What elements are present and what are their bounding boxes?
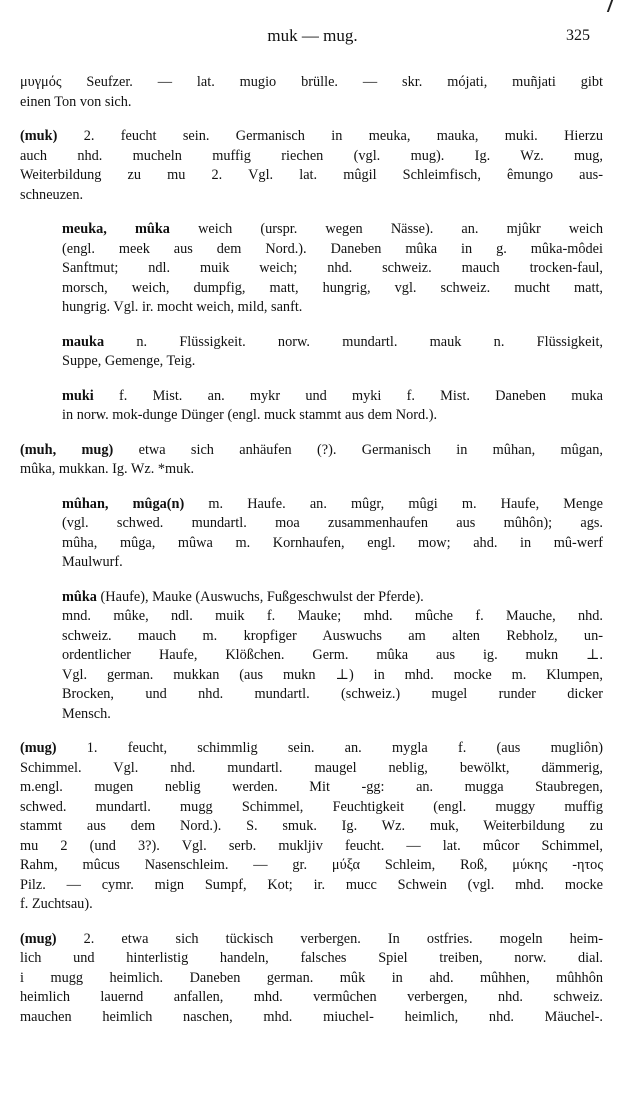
line-text: stammt aus dem Nord.). S. smuk. Ig. Wz. muk, Weiterbildung zu xyxy=(20,818,603,834)
line-text: f. Mist. an. mykr und myki f. Mist. Daneben muka xyxy=(93,387,603,404)
line-text: mûha, mûga, mûwa m. Kornhaufen, engl. mow; ahd. in mû-werf xyxy=(62,534,603,551)
text-line xyxy=(20,646,603,666)
headword: (muh, mug) xyxy=(20,441,114,458)
text-line xyxy=(20,186,603,206)
line-text: ordentlicher Haufe, Klößchen. Germ. mûka aus ig. mukn ⊥. xyxy=(62,647,603,663)
headword: (mug) xyxy=(20,740,57,756)
text-line xyxy=(20,259,603,279)
text-line xyxy=(20,352,603,372)
text-line xyxy=(20,93,603,113)
text-line xyxy=(20,930,603,950)
line-text: m.engl. mugen neblig werden. Mit -gg: an. mugga Staubregen, xyxy=(20,779,603,795)
dictionary-entry xyxy=(20,333,603,372)
line-text: Sanftmut; ndl. muik weich; nhd. schweiz. mauch trocken-faul, xyxy=(62,260,603,276)
line-text: schwed. mundartl. mugg Schimmel, Feuchtigkeit (engl. muggy muffig xyxy=(20,798,603,815)
text-line xyxy=(20,441,603,461)
text-line xyxy=(20,127,603,147)
text-line xyxy=(20,406,603,426)
line-text: i mugg heimlich. Daneben german. mûk in ahd. mûhhen, mûhhôn xyxy=(20,969,603,986)
running-title: muk — mug. xyxy=(267,26,358,45)
stray-mark xyxy=(607,0,613,12)
line-text: m. Haufe. an. mûgr, mûgi m. Haufe, Menge xyxy=(184,495,603,512)
line-text: 2. feucht sein. Germanisch in meuka, mauka, muki. Hierzu xyxy=(57,128,603,144)
line-text: Pilz. — cymr. mign Sumpf, Kot; ir. mucc Schwein (vgl. mhd. mocke xyxy=(20,876,603,893)
line-text: mnd. mûke, ndl. muik f. Mauke; mhd. mûche f. Mauche, nhd. xyxy=(62,608,603,624)
text-line xyxy=(20,817,603,837)
headword: muki xyxy=(62,387,94,404)
line-text: morsch, weich, dumpfig, matt, hungrig, vgl. schweiz. mucht matt, xyxy=(62,279,603,296)
line-text: 2. etwa sich tückisch verbergen. In ostfries. mogeln heim- xyxy=(56,930,603,947)
page-number: 325 xyxy=(566,27,590,44)
text-line xyxy=(20,837,603,857)
headword: mûka xyxy=(62,588,97,605)
text-line xyxy=(20,387,603,407)
dictionary-entry xyxy=(20,495,603,573)
text-line xyxy=(20,895,603,915)
line-text: mûka, mukkan. Ig. Wz. *muk. xyxy=(20,461,195,477)
line-text: weich (urspr. wegen Nässe). an. mjûkr weich xyxy=(169,221,604,237)
text-line xyxy=(20,240,603,260)
text-line xyxy=(20,988,603,1008)
text-line xyxy=(20,607,603,627)
line-text: (engl. meek aus dem Nord.). Daneben mûka in g. mûka-môdei xyxy=(62,240,603,257)
line-text: f. Zuchtsau). xyxy=(20,896,93,912)
dictionary-entry xyxy=(20,930,603,1028)
text-line xyxy=(20,739,603,759)
text-line xyxy=(20,666,603,686)
dictionary-text xyxy=(20,73,603,1042)
line-text: Vgl. german. mukkan (aus mukn ⊥) in mhd. mocke m. Klumpen, xyxy=(62,666,603,683)
line-text: μυγμός Seufzer. — lat. mugio brülle. — skr. mójati, muñjati gibt xyxy=(20,74,603,90)
line-text: einen Ton von sich. xyxy=(20,93,132,110)
line-text: Weiterbildung zu mu 2. Vgl. lat. mûgil Schleimfisch, êmungo aus- xyxy=(20,167,603,183)
text-line xyxy=(20,627,603,647)
line-text: auch nhd. mucheln muffig riechen (vgl. mug). Ig. Wz. mug, xyxy=(20,147,603,164)
dictionary-entry xyxy=(20,387,603,426)
text-line xyxy=(20,514,603,534)
headword: mûhan, mûga(n) xyxy=(62,495,185,512)
dictionary-entry xyxy=(20,739,603,915)
dictionary-entry xyxy=(20,73,603,112)
text-line xyxy=(20,460,603,480)
dictionary-entry xyxy=(20,127,603,205)
line-text: 1. feucht, schimmlig sein. an. mygla f. (aus mugliôn) xyxy=(56,740,603,756)
line-text: in norw. mok-dunge Dünger (engl. muck stammt aus dem Nord.). xyxy=(62,407,438,423)
text-line xyxy=(20,949,603,969)
text-line xyxy=(20,220,603,240)
line-text: Mensch. xyxy=(62,705,111,722)
text-line xyxy=(20,534,603,554)
dictionary-entry xyxy=(20,588,603,725)
line-text: hungrig. Vgl. ir. mocht weich, mild, sanft. xyxy=(62,299,303,315)
text-line xyxy=(20,798,603,818)
text-line xyxy=(20,588,603,608)
line-text: n. Flüssigkeit. norw. mundartl. mauk n. Flüssigkeit, xyxy=(104,333,603,350)
text-line xyxy=(20,553,603,573)
line-text: Brocken, und nhd. mundartl. (schweiz.) mugel runder dicker xyxy=(62,686,603,702)
text-line xyxy=(20,759,603,779)
text-line xyxy=(20,969,603,989)
line-text: lich und hinterlistig handeln, falsches Spiel treiben, norw. dial. xyxy=(20,950,603,966)
text-line xyxy=(20,73,603,93)
dictionary-entry xyxy=(20,441,603,480)
text-line xyxy=(20,1008,603,1028)
text-line xyxy=(20,298,603,318)
text-line xyxy=(20,705,603,725)
headword: (muk) xyxy=(20,128,58,144)
line-text: heimlich lauernd anfallen, mhd. vermûchen verbergen, nhd. schweiz. xyxy=(20,989,603,1005)
line-text: Suppe, Gemenge, Teig. xyxy=(62,353,196,369)
text-line xyxy=(20,279,603,299)
line-text: Rahm, mûcus Nasenschleim. — gr. μύξα Schleim, Roß, μύκης -ητος xyxy=(20,857,603,873)
text-line xyxy=(20,778,603,798)
line-text: etwa sich anhäufen (?). Germanisch in mûhan, mûgan, xyxy=(113,441,603,458)
dictionary-entry xyxy=(20,220,603,318)
line-text: mu 2 (und 3?). Vgl. serb. mukljiv feucht. — lat. mûcor Schimmel, xyxy=(20,837,603,854)
headword: mauka xyxy=(62,333,105,350)
text-line xyxy=(20,333,603,353)
headword: (mug) xyxy=(20,930,57,947)
line-text: Schimmel. Vgl. nhd. mundartl. maugel neblig, bewölkt, dämmerig, xyxy=(20,759,603,776)
line-text: Maulwurf. xyxy=(62,554,123,570)
text-line xyxy=(20,147,603,167)
text-line xyxy=(20,856,603,876)
text-line xyxy=(20,166,603,186)
text-line xyxy=(20,495,603,515)
text-line xyxy=(20,685,603,705)
line-text: mauchen heimlich naschen, mhd. miuchel- heimlich, nhd. Mäuchel-. xyxy=(20,1008,603,1025)
line-text: schneuzen. xyxy=(20,186,84,203)
line-text: (Haufe), Mauke (Auswuchs, Fußgeschwulst der Pferde). xyxy=(96,588,424,605)
line-text: schweiz. mauch m. kropfiger Auswuchs am alten Rebholz, un- xyxy=(62,627,603,644)
headword: meuka, mûka xyxy=(62,221,170,237)
text-line xyxy=(20,876,603,896)
line-text: (vgl. schwed. mundartl. moa zusammenhaufen aus mûhôn); ags. xyxy=(62,515,603,531)
